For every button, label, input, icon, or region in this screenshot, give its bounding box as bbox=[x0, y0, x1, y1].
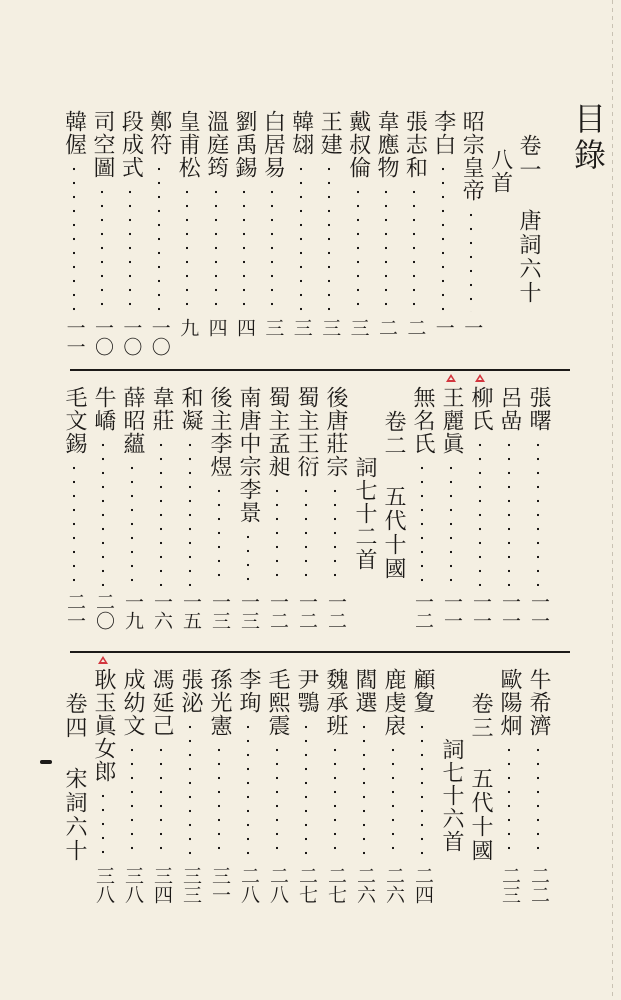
toc-entry-name[interactable]: 張泌 bbox=[178, 668, 203, 714]
toc-entry-name[interactable]: 牛希濟 bbox=[526, 668, 551, 737]
toc-entry-name[interactable]: 馮延己 bbox=[149, 668, 174, 737]
page-number: 一二 bbox=[267, 592, 289, 630]
red-annotation-mark bbox=[475, 374, 485, 382]
toc-entry-name[interactable]: 白居易 bbox=[260, 110, 286, 179]
dot-leader bbox=[334, 484, 336, 586]
toc-entry-name[interactable]: 顧夐 bbox=[410, 668, 435, 714]
dot-leader bbox=[247, 720, 249, 860]
page-number: 三四 bbox=[151, 866, 173, 904]
page-number: 九 bbox=[177, 318, 200, 337]
red-annotation-mark bbox=[98, 656, 108, 664]
toc-entry-name[interactable]: 呂嵒 bbox=[497, 386, 522, 432]
toc-entry-name[interactable]: 韋莊 bbox=[149, 386, 174, 432]
toc-entry-name[interactable]: 李白 bbox=[430, 110, 456, 156]
dot-leader bbox=[276, 484, 278, 586]
dot-leader bbox=[189, 720, 191, 860]
page-number: 一一 bbox=[499, 592, 521, 630]
dot-leader bbox=[73, 461, 75, 586]
dot-leader bbox=[189, 438, 191, 586]
page-number: 二 bbox=[404, 318, 427, 337]
dot-leader bbox=[421, 461, 423, 586]
volume-subheading: 詞七十六首 bbox=[439, 738, 464, 853]
page-number: 二〇 bbox=[93, 592, 115, 630]
toc-entry-name[interactable]: 毛文錫 bbox=[62, 386, 87, 455]
dot-leader bbox=[450, 461, 452, 586]
page-number: 一〇 bbox=[92, 318, 114, 356]
dot-leader bbox=[218, 484, 220, 586]
toc-entry-name[interactable]: 皇甫松 bbox=[175, 110, 201, 179]
page-number: 二三 bbox=[499, 866, 521, 904]
dot-leader bbox=[131, 461, 133, 586]
page-number: 一一 bbox=[441, 592, 463, 630]
page-number: 三八 bbox=[93, 866, 115, 904]
dot-leader bbox=[129, 185, 131, 312]
toc-entry-name[interactable]: 蜀主王衍 bbox=[294, 386, 319, 478]
page-number: 二八 bbox=[267, 866, 289, 904]
page-number: 二 bbox=[376, 318, 398, 337]
dot-leader bbox=[186, 185, 188, 312]
dot-leader bbox=[73, 162, 75, 312]
toc-entry-name[interactable]: 孫光憲 bbox=[207, 668, 232, 737]
toc-entry-name[interactable]: 鄭符 bbox=[146, 110, 172, 156]
page-number: 三 bbox=[262, 318, 285, 337]
toc-entry-name[interactable]: 張曙 bbox=[526, 386, 551, 432]
toc-entry-name[interactable]: 韓翃 bbox=[288, 110, 314, 156]
dot-leader bbox=[243, 185, 245, 312]
toc-entry-name[interactable]: 南唐中宗李景 bbox=[236, 386, 261, 524]
dot-leader bbox=[537, 438, 539, 586]
page-number: 三 bbox=[290, 318, 313, 337]
dot-leader bbox=[101, 185, 103, 312]
dot-leader bbox=[271, 185, 273, 312]
toc-entry-name[interactable]: 蜀主孟昶 bbox=[265, 386, 290, 478]
page-number: 三 bbox=[347, 318, 370, 337]
page-number: 二七 bbox=[325, 866, 347, 904]
page-number: 三 bbox=[319, 318, 342, 337]
toc-entry-name[interactable]: 溫庭筠 bbox=[203, 110, 229, 179]
dot-leader bbox=[218, 743, 220, 860]
page-title: 目錄 bbox=[569, 102, 607, 174]
page-number: 三八 bbox=[122, 866, 144, 904]
volume-heading: 卷一 唐詞六十 bbox=[516, 134, 541, 305]
page-number: 一二 bbox=[325, 592, 347, 630]
page-number: 二二 bbox=[528, 866, 550, 904]
toc-entry-name[interactable]: 後主李煜 bbox=[207, 386, 232, 478]
toc-entry-name[interactable]: 柳氏 bbox=[468, 386, 493, 432]
volume-subheading: 詞七十二首 bbox=[352, 456, 377, 571]
page-number: 一〇 bbox=[148, 318, 171, 356]
dot-leader bbox=[102, 438, 104, 586]
dot-leader bbox=[247, 530, 249, 586]
toc-entry-name[interactable]: 戴叔倫 bbox=[345, 110, 371, 179]
toc-entry-name[interactable]: 李珣 bbox=[236, 668, 261, 714]
dot-leader bbox=[479, 438, 481, 586]
dot-leader bbox=[305, 720, 307, 860]
page-number: 一二 bbox=[412, 592, 434, 630]
page-number: 二八 bbox=[238, 866, 260, 904]
toc-entry-name[interactable]: 閻選 bbox=[352, 668, 377, 714]
red-annotation-mark bbox=[446, 374, 456, 382]
toc-entry-name[interactable]: 段成式 bbox=[118, 110, 144, 179]
page-number: 一一 bbox=[63, 318, 86, 356]
volume-heading: 卷三 五代十國 bbox=[468, 692, 493, 863]
toc-entry-name[interactable]: 王麗眞 bbox=[439, 386, 464, 455]
toc-entry-name[interactable]: 尹鶚 bbox=[294, 668, 319, 714]
dot-leader bbox=[363, 720, 365, 860]
toc-entry-name[interactable]: 韋應物 bbox=[374, 110, 399, 179]
dot-leader bbox=[160, 743, 162, 860]
toc-entry-name[interactable]: 成幼文 bbox=[120, 668, 145, 737]
page-number: 一二 bbox=[296, 592, 318, 630]
dot-leader bbox=[160, 438, 162, 586]
page-number: 二六 bbox=[383, 866, 405, 904]
toc-entry-name[interactable]: 王建 bbox=[317, 110, 343, 156]
page-number: 四 bbox=[205, 318, 228, 337]
page-number: 一一 bbox=[528, 592, 550, 630]
dot-leader bbox=[276, 743, 278, 860]
dot-leader bbox=[537, 743, 539, 860]
dot-leader bbox=[215, 185, 217, 312]
toc-entry-name[interactable]: 昭宗皇帝 bbox=[459, 110, 485, 202]
toc-entry-name[interactable]: 司空圖 bbox=[90, 110, 115, 179]
page-number: 一一 bbox=[470, 592, 492, 630]
toc-entry-name[interactable]: 和凝 bbox=[178, 386, 203, 432]
dot-leader bbox=[385, 185, 387, 312]
dot-leader bbox=[328, 162, 330, 312]
toc-entry-name[interactable]: 薛昭蘊 bbox=[120, 386, 145, 455]
toc-entry-name[interactable]: 魏承班 bbox=[323, 668, 348, 737]
page-number: 三一 bbox=[209, 866, 231, 904]
page-number: 一六 bbox=[151, 592, 173, 630]
page-number: 二七 bbox=[296, 866, 318, 904]
page-number: 一 bbox=[461, 318, 484, 337]
toc-entry-name[interactable]: 歐陽炯 bbox=[497, 668, 522, 737]
dot-leader bbox=[131, 743, 133, 860]
page-number: 一五 bbox=[180, 592, 202, 630]
dot-leader bbox=[508, 438, 510, 586]
dot-leader bbox=[158, 162, 160, 312]
page-number: 二六 bbox=[354, 866, 376, 904]
volume-subheading: 八首 bbox=[487, 148, 513, 194]
dot-leader bbox=[508, 743, 510, 860]
volume-heading: 卷四 宋詞六十 bbox=[62, 692, 87, 863]
page-number: 二一 bbox=[64, 592, 86, 630]
dot-leader bbox=[334, 743, 336, 860]
page-number: 一三 bbox=[209, 592, 231, 630]
dot-leader bbox=[421, 720, 423, 860]
section-rule bbox=[70, 651, 570, 653]
section-rule bbox=[70, 369, 570, 371]
toc-entry-name[interactable]: 劉禹錫 bbox=[232, 110, 257, 179]
toc-entry-name[interactable]: 耿玉眞女郎 bbox=[91, 668, 116, 783]
dot-leader bbox=[305, 484, 307, 586]
dot-leader bbox=[300, 162, 302, 312]
page-number: 一三 bbox=[238, 592, 260, 630]
volume-heading: 卷二 五代十國 bbox=[381, 410, 406, 581]
dot-leader bbox=[442, 162, 444, 312]
dot-leader bbox=[102, 789, 104, 860]
page-edge-line bbox=[612, 0, 613, 1000]
page-number: 三三 bbox=[180, 866, 202, 904]
toc-entry-name[interactable]: 牛嶠 bbox=[91, 386, 116, 432]
toc-entry-name[interactable]: 韓偓 bbox=[61, 110, 87, 156]
page-number: 一九 bbox=[122, 592, 144, 630]
page-number: 一〇 bbox=[120, 318, 143, 356]
page-number: 二四 bbox=[412, 866, 434, 904]
dot-leader bbox=[357, 185, 359, 312]
dot-leader bbox=[392, 743, 394, 860]
toc-entry-name[interactable]: 毛熙震 bbox=[265, 668, 290, 737]
ink-mark bbox=[40, 760, 52, 764]
dot-leader bbox=[470, 208, 472, 312]
page-number: 四 bbox=[234, 318, 256, 337]
toc-entry-name[interactable]: 後唐莊宗 bbox=[323, 386, 348, 478]
toc-entry-name[interactable]: 無名氏 bbox=[410, 386, 435, 455]
toc-entry-name[interactable]: 鹿虔扆 bbox=[381, 668, 406, 737]
toc-entry-name[interactable]: 張志和 bbox=[402, 110, 428, 179]
dot-leader bbox=[413, 185, 415, 312]
page-number: 一 bbox=[432, 318, 455, 337]
